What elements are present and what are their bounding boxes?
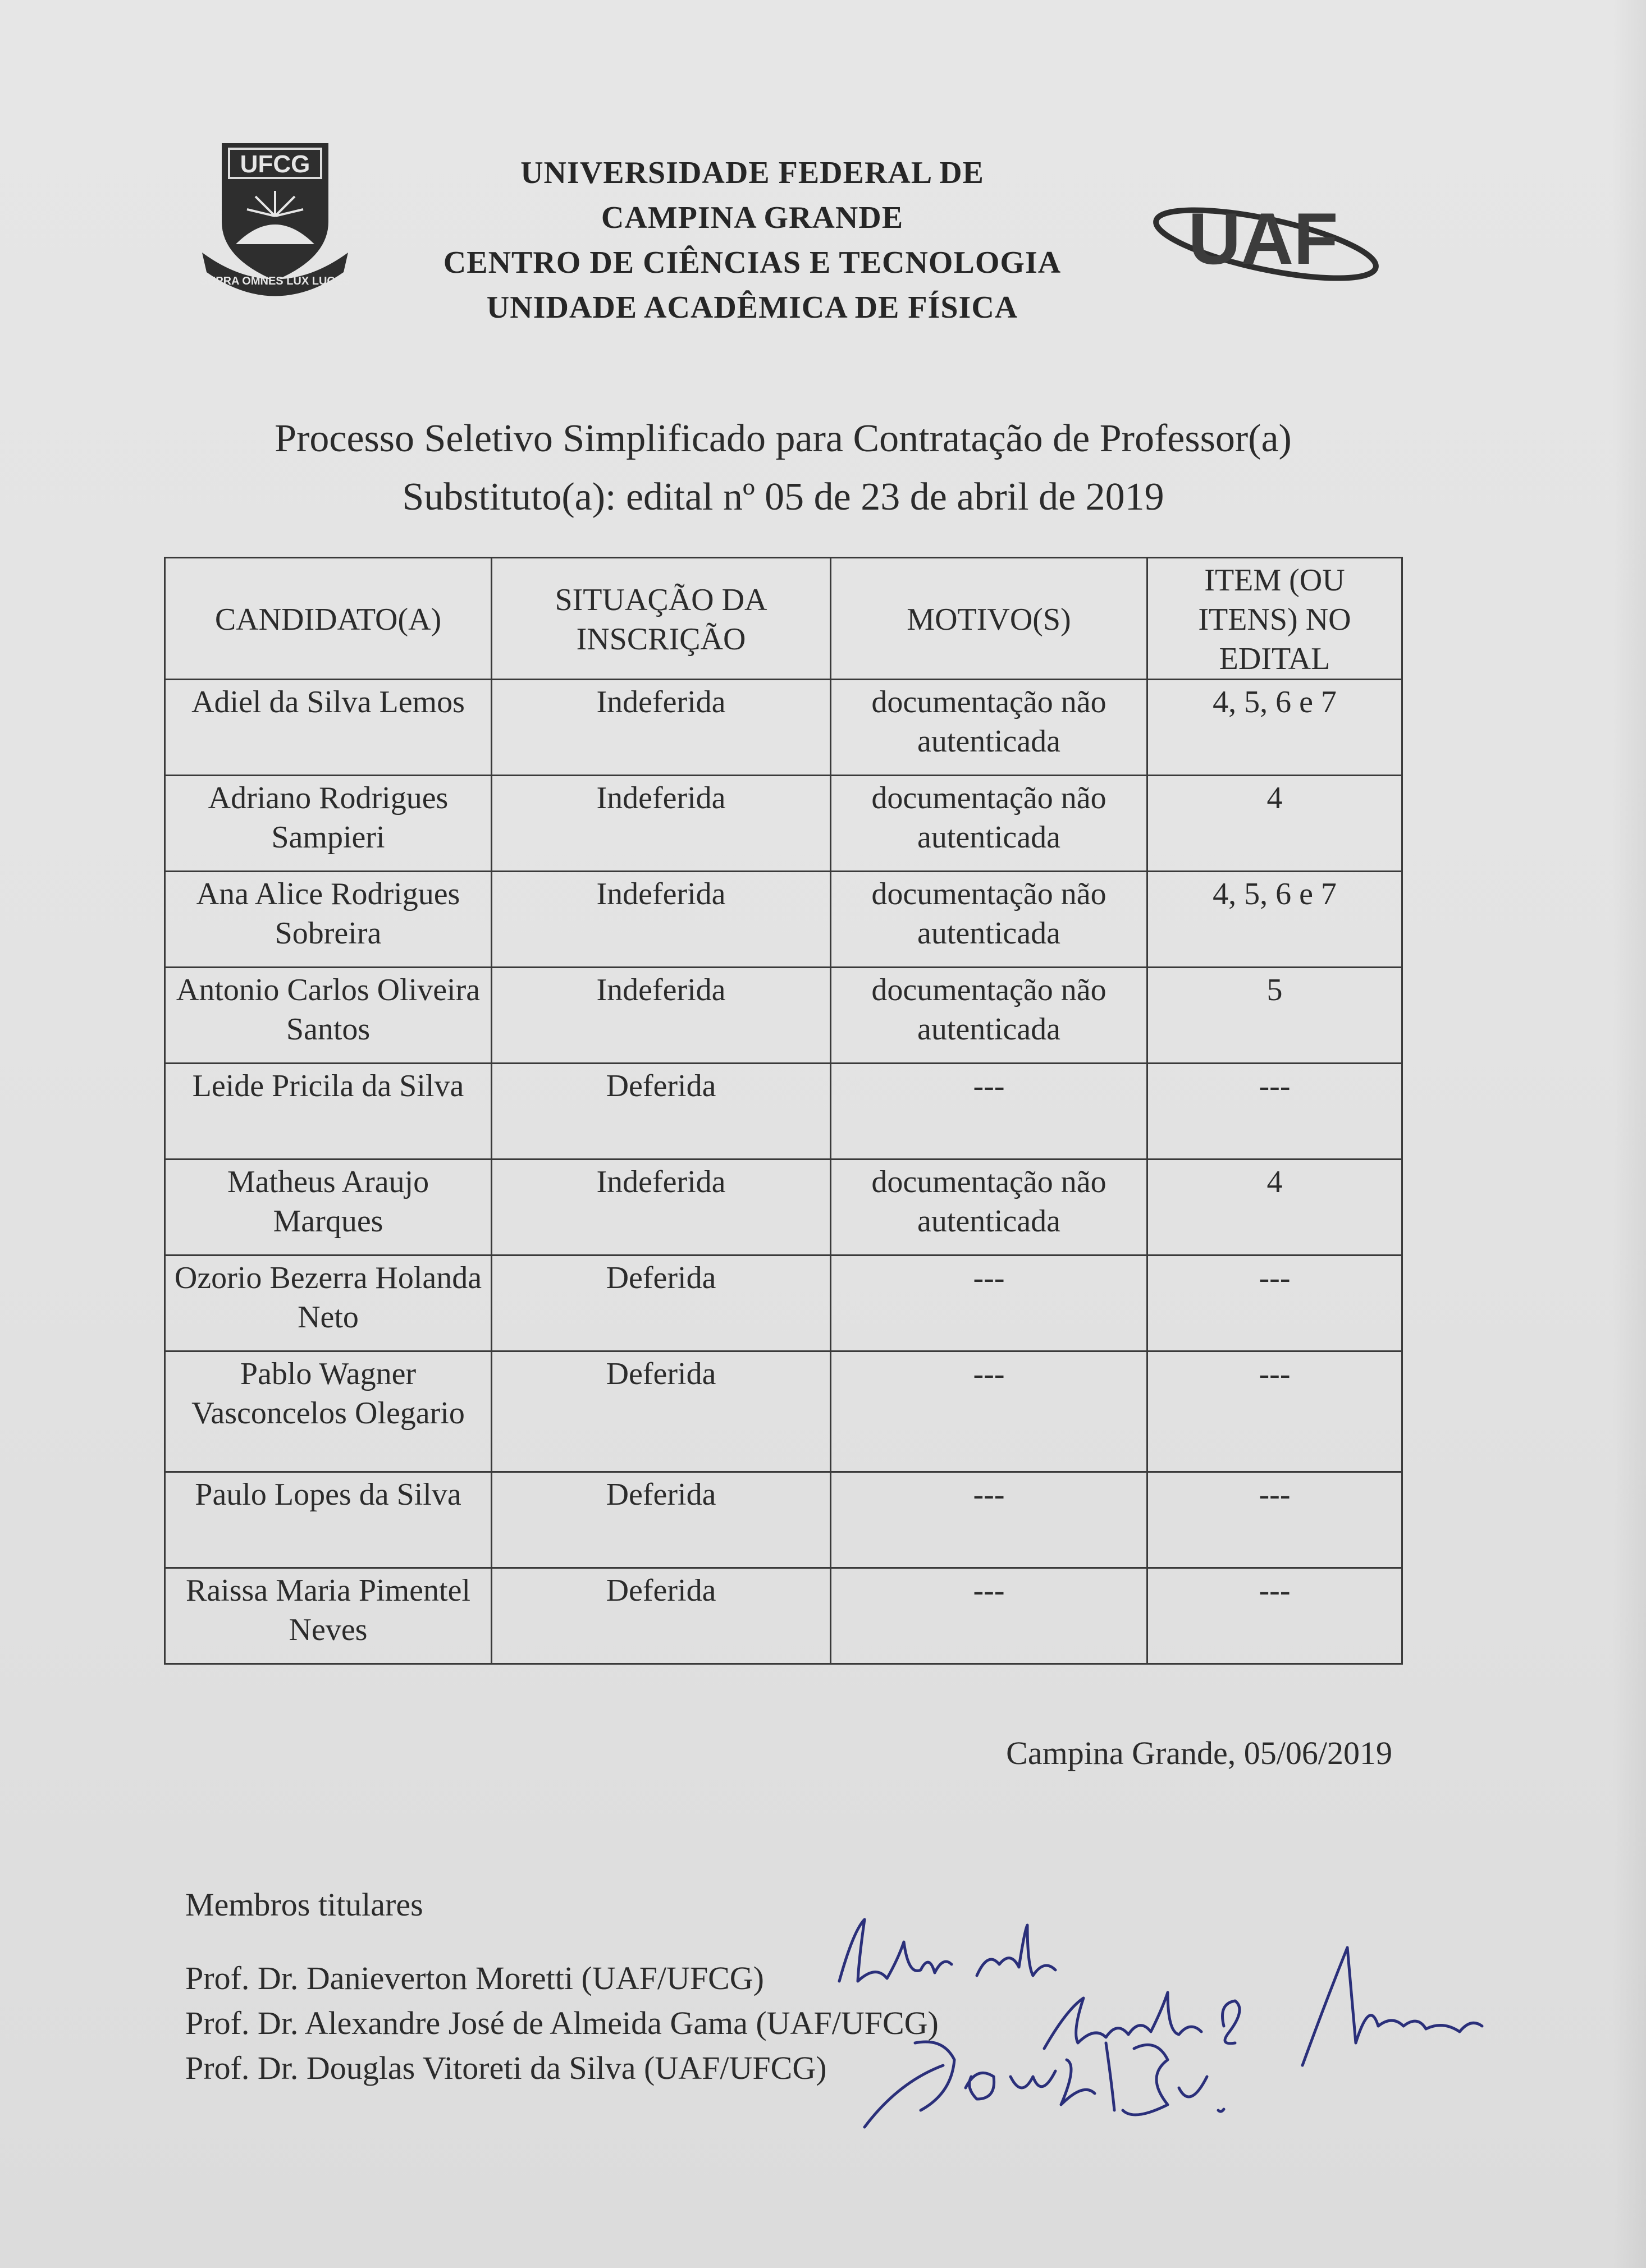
cell-status: Deferida bbox=[492, 1568, 831, 1664]
member-name: Prof. Dr. Douglas Vitoreti da Silva (UAF/UFCG) bbox=[185, 2050, 827, 2086]
cell-status: Indeferida bbox=[492, 680, 831, 776]
cell-reason: --- bbox=[831, 1256, 1147, 1351]
cell-reason: documentação não autenticada bbox=[831, 1160, 1147, 1256]
table-row bbox=[165, 1568, 1402, 1664]
cell-items: 4 bbox=[1147, 1160, 1402, 1256]
institution-line: UNIDADE ACADÊMICA DE FÍSICA bbox=[486, 290, 1018, 325]
cell-candidate: Antonio Carlos Oliveira Santos bbox=[165, 968, 492, 1064]
cell-status: Deferida bbox=[492, 1351, 831, 1472]
cell-candidate: Matheus Araujo Marques bbox=[165, 1160, 492, 1256]
table-header-row bbox=[165, 558, 1402, 680]
table-row bbox=[165, 1064, 1402, 1160]
ufcg-logo-text: UFCG bbox=[240, 150, 310, 178]
cell-reason: --- bbox=[831, 1472, 1147, 1568]
institution-name bbox=[359, 150, 1145, 330]
cell-candidate: Paulo Lopes da Silva bbox=[165, 1472, 492, 1568]
members-heading: Membros titulares bbox=[185, 1886, 423, 1923]
member-name: Prof. Dr. Alexandre José de Almeida Gama (UAF/UFCG) bbox=[185, 2005, 939, 2041]
cell-status: Indeferida bbox=[492, 872, 831, 968]
cell-candidate: Ozorio Bezerra Holanda Neto bbox=[165, 1256, 492, 1351]
table-row bbox=[165, 776, 1402, 872]
cell-items: 4, 5, 6 e 7 bbox=[1147, 680, 1402, 776]
cell-reason: --- bbox=[831, 1351, 1147, 1472]
signature-gama bbox=[1044, 1948, 1482, 2065]
cell-reason: --- bbox=[831, 1568, 1147, 1664]
cell-items: --- bbox=[1147, 1064, 1402, 1160]
results-table bbox=[164, 557, 1403, 1665]
members-list bbox=[185, 1956, 939, 2091]
cell-status: Indeferida bbox=[492, 1160, 831, 1256]
cell-items: 4 bbox=[1147, 776, 1402, 872]
table-row bbox=[165, 1160, 1402, 1256]
cell-status: Indeferida bbox=[492, 776, 831, 872]
title-line-1: Processo Seletivo Simplificado para Contratação de Professor(a) bbox=[275, 417, 1292, 460]
cell-candidate: Pablo Wagner Vasconcelos Olegario bbox=[165, 1351, 492, 1472]
cell-candidate: Adiel da Silva Lemos bbox=[165, 680, 492, 776]
document-title bbox=[168, 410, 1398, 526]
cell-items: --- bbox=[1147, 1568, 1402, 1664]
cell-status: Deferida bbox=[492, 1472, 831, 1568]
cell-reason: documentação não autenticada bbox=[831, 872, 1147, 968]
cell-candidate: Raissa Maria Pimentel Neves bbox=[165, 1568, 492, 1664]
cell-reason: documentação não autenticada bbox=[831, 776, 1147, 872]
institution-line: UNIVERSIDADE FEDERAL DE bbox=[520, 155, 984, 190]
header-candidate: CANDIDATO(A) bbox=[165, 558, 492, 680]
table-row bbox=[165, 680, 1402, 776]
cell-reason: documentação não autenticada bbox=[831, 680, 1147, 776]
cell-status: Indeferida bbox=[492, 968, 831, 1064]
table-row bbox=[165, 1256, 1402, 1351]
cell-status: Deferida bbox=[492, 1064, 831, 1160]
cell-items: --- bbox=[1147, 1351, 1402, 1472]
cell-reason: --- bbox=[831, 1064, 1147, 1160]
header-status: SITUAÇÃO DA INSCRIÇÃO bbox=[492, 558, 831, 680]
cell-items: 4, 5, 6 e 7 bbox=[1147, 872, 1402, 968]
cell-reason: documentação não autenticada bbox=[831, 968, 1147, 1064]
table-row bbox=[165, 1351, 1402, 1472]
institution-line: CAMPINA GRANDE bbox=[601, 200, 904, 235]
table-row bbox=[165, 872, 1402, 968]
cell-items: --- bbox=[1147, 1256, 1402, 1351]
signature-vitoreti bbox=[865, 2042, 1224, 2127]
cell-status: Deferida bbox=[492, 1256, 831, 1351]
cell-candidate: Leide Pricila da Silva bbox=[165, 1064, 492, 1160]
signature-moretti bbox=[839, 1919, 1055, 1981]
cell-candidate: Adriano Rodrigues Sampieri bbox=[165, 776, 492, 872]
header-reason: MOTIVO(S) bbox=[831, 558, 1147, 680]
table-row bbox=[165, 968, 1402, 1064]
member-name: Prof. Dr. Danieverton Moretti (UAF/UFCG) bbox=[185, 1960, 765, 1996]
title-line-2: Substituto(a): edital nº 05 de 23 de abril de 2019 bbox=[402, 475, 1164, 519]
table-row bbox=[165, 1472, 1402, 1568]
institution-line: CENTRO DE CIÊNCIAS E TECNOLOGIA bbox=[443, 245, 1062, 280]
header-items: ITEM (OU ITENS) NO EDITAL bbox=[1147, 558, 1402, 680]
document-date: Campina Grande, 05/06/2019 bbox=[1006, 1735, 1392, 1771]
cell-candidate: Ana Alice Rodrigues Sobreira bbox=[165, 872, 492, 968]
ufcg-logo-motto: SUPRA OMNES LUX LUCES bbox=[200, 275, 350, 287]
signatures bbox=[831, 1897, 1493, 2144]
ufcg-logo bbox=[196, 138, 354, 300]
cell-items: --- bbox=[1147, 1472, 1402, 1568]
uaf-logo-text: UAF bbox=[1188, 198, 1338, 280]
uaf-logo bbox=[1145, 191, 1392, 297]
page-shadow bbox=[1612, 0, 1646, 2268]
cell-items: 5 bbox=[1147, 968, 1402, 1064]
